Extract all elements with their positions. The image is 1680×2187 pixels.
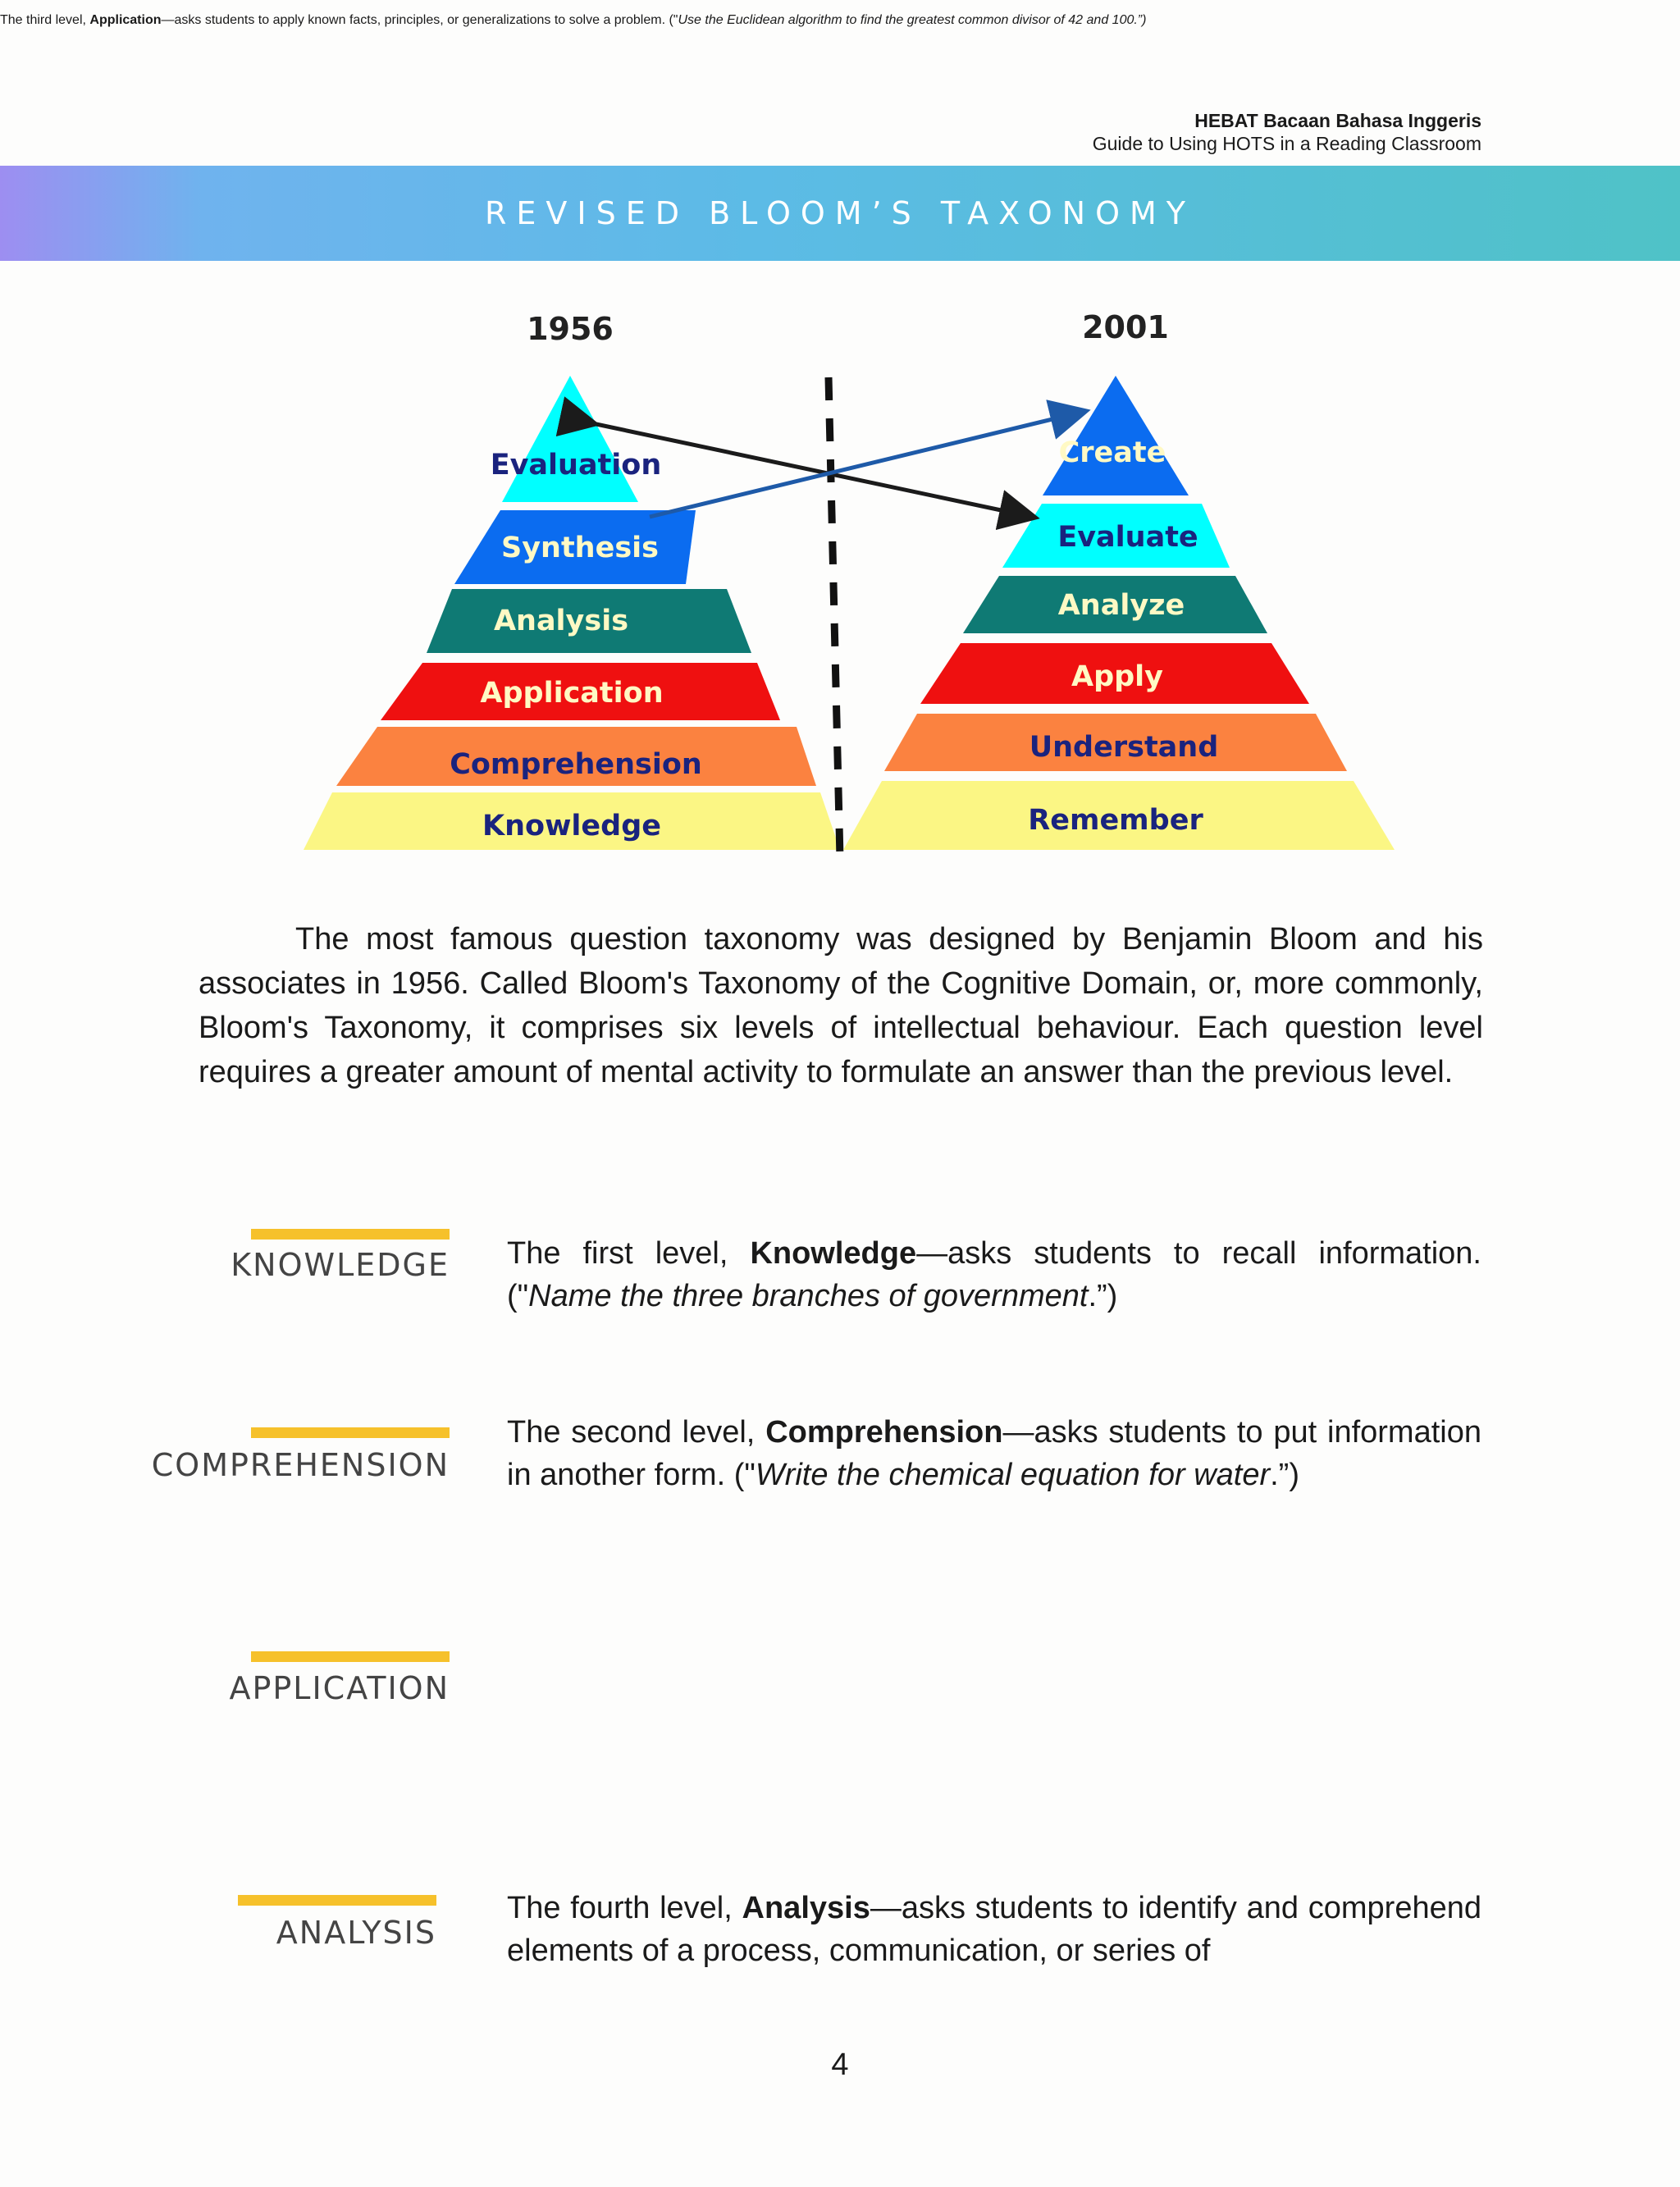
comprehension-text-end: .”): [1270, 1458, 1299, 1492]
application-term: Application: [89, 13, 162, 27]
application-example: Use the Euclidean algorithm to find the greatest common divisor of 42 and 100.”): [678, 13, 1147, 27]
level-application: Application: [480, 677, 664, 710]
pyramid-1956: [304, 376, 840, 850]
comprehension-term: Comprehension: [765, 1415, 1003, 1450]
application-description: [0, 13, 1680, 28]
pyramid-2001: [843, 376, 1395, 850]
intro-paragraph: The most famous question taxonomy was designed by Benjamin Bloom and his associates in 1956. Called Bloom's Taxonomy of the Cognitive Domain, or, more commonly, Bloom's Taxonomy, it comprises six levels of intellectual behaviour. Each question level requires a greater amount of mental activity to formulate an answer than the previous level.: [199, 922, 1483, 1089]
band-evaluation: [502, 376, 638, 502]
section-banner: [0, 166, 1680, 261]
application-accent-bar: [251, 1651, 450, 1662]
knowledge-text-body: —asks students to recall information. (": [507, 1236, 1481, 1313]
analysis-term: Analysis: [742, 1891, 870, 1925]
knowledge-description: [507, 1232, 1481, 1317]
knowledge-example: Name the three branches of government: [528, 1279, 1089, 1313]
page-number: 4: [831, 2048, 849, 2082]
analysis-accent-bar: [238, 1895, 436, 1906]
dashed-divider: [829, 377, 840, 858]
knowledge-label: KNOWLEDGE: [231, 1247, 450, 1283]
bloom-taxonomy-diagram: [295, 292, 1411, 866]
knowledge-text-end: .”): [1088, 1279, 1118, 1313]
year-1956-label: 1956: [527, 311, 614, 347]
comprehension-example: Write the chemical equation for water: [755, 1458, 1271, 1492]
analysis-text-intro: The fourth level,: [507, 1891, 742, 1925]
header-title: HEBAT Bacaan Bahasa Inggeris: [1194, 110, 1481, 131]
analysis-description: [507, 1887, 1481, 1972]
level-comprehension: Comprehension: [450, 748, 702, 781]
level-evaluation: Evaluation: [490, 449, 662, 482]
level-evaluate: Evaluate: [1057, 521, 1198, 554]
level-understand: Understand: [1029, 731, 1219, 764]
comprehension-text-body: —asks students to put information in another form. (": [507, 1415, 1481, 1492]
header-subtitle: Guide to Using HOTS in a Reading Classroom: [1092, 133, 1481, 154]
application-label: APPLICATION: [229, 1670, 450, 1706]
arrow-synthesis-create: [650, 412, 1083, 517]
comprehension-label: COMPREHENSION: [151, 1447, 450, 1483]
level-create: Create: [1058, 436, 1166, 469]
application-text-intro: The third level,: [0, 13, 90, 27]
banner-title: REVISED BLOOM’S TAXONOMY: [485, 195, 1195, 231]
year-2001-label: 2001: [1082, 309, 1169, 345]
comprehension-description: [507, 1411, 1481, 1496]
comprehension-text-intro: The second level,: [507, 1415, 766, 1450]
level-knowledge: Knowledge: [482, 810, 661, 842]
analysis-text-body: —asks students to identify and comprehend elements of a process, communication, or series of: [507, 1891, 1481, 1968]
knowledge-text-intro: The first level,: [507, 1236, 751, 1271]
level-remember: Remember: [1028, 804, 1203, 837]
analysis-label: ANALYSIS: [276, 1915, 436, 1951]
comprehension-accent-bar: [251, 1427, 450, 1438]
level-synthesis: Synthesis: [501, 532, 659, 564]
level-analyze: Analyze: [1057, 589, 1185, 622]
knowledge-accent-bar: [251, 1229, 450, 1240]
application-text-body: —asks students to apply known facts, principles, or generalizations to solve a problem. (": [161, 13, 678, 27]
knowledge-term: Knowledge: [750, 1236, 917, 1271]
taxonomy-pyramids-svg: [295, 292, 1411, 866]
level-analysis: Analysis: [493, 605, 629, 637]
band-create: [1043, 376, 1189, 495]
level-apply: Apply: [1071, 660, 1164, 693]
